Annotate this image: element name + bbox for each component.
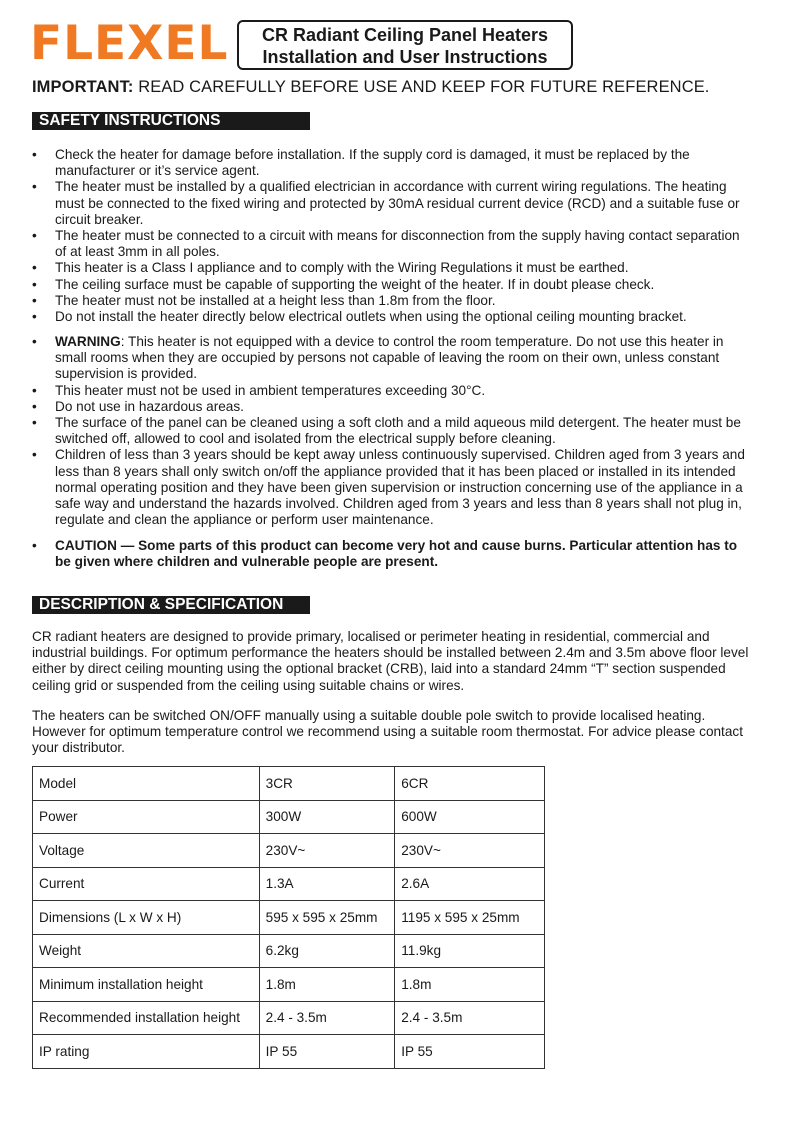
list-item: • Check the heater for damage before installation. If the supply cord is damaged, it must be replaced by the manufacturer or it’s service agent.: [32, 147, 752, 179]
table-cell: Power: [33, 800, 260, 834]
list-item: • This heater is a Class I appliance and to comply with the Wiring Regulations it must be earthed.: [32, 260, 752, 276]
table-row: [33, 968, 545, 1002]
table-cell: 6.2kg: [259, 934, 395, 968]
important-label: IMPORTANT:: [32, 78, 134, 96]
list-item: • This heater must not be used in ambient temperatures exceeding 30°C.: [32, 383, 752, 399]
table-cell: 300W: [259, 800, 395, 834]
warning-label: WARNING: [55, 334, 121, 349]
title-line-2: Installation and User Instructions: [262, 47, 548, 67]
list-item: • The ceiling surface must be capable of supporting the weight of the heater. If in doubt please check.: [32, 277, 752, 293]
table-cell: 11.9kg: [395, 934, 545, 968]
safety-list-1: [32, 147, 752, 325]
table-row: [33, 934, 545, 968]
table-cell: 1.8m: [259, 968, 395, 1002]
table-cell: Recommended installation height: [33, 1001, 260, 1035]
table-cell: Voltage: [33, 834, 260, 868]
table-cell: Dimensions (L x W x H): [33, 901, 260, 935]
table-cell: IP rating: [33, 1035, 260, 1069]
caution-list: [32, 538, 752, 570]
list-item: • Children of less than 3 years should be kept away unless continuously supervised. Children aged from 3 years and less than 8 years shall only switch on/off the appliance provided that it has been placed or installed in its intended normal operating position and they have been given supervision or instruction concerning use of the appliance in a safe way and understand the hazards involved. Children aged from 3 years and less than 8 years shall not plug in, regulate and clean the appliance or perform user maintenance.: [32, 447, 752, 528]
table-cell: 230V~: [259, 834, 395, 868]
list-item: • The heater must be installed by a qualified electrician in accordance with current wiring regulations. The heating must be connected to the fixed wiring and protected by 30mA residual current device (RCD) and a suitable fuse or circuit breaker.: [32, 179, 752, 228]
important-text: READ CAREFULLY BEFORE USE AND KEEP FOR FUTURE REFERENCE.: [133, 78, 710, 96]
description-paragraph-2: The heaters can be switched ON/OFF manually using a suitable double pole switch to provide localised heating. However for optimum temperature control we recommend using a suitable room thermostat. For advice please contact your distributor.: [32, 708, 743, 756]
table-cell: IP 55: [395, 1035, 545, 1069]
table-row: [33, 867, 545, 901]
list-item: • Do not use in hazardous areas.: [32, 399, 752, 415]
table-cell: 1.8m: [395, 968, 545, 1002]
table-cell: Minimum installation height: [33, 968, 260, 1002]
table-row: [33, 767, 545, 801]
title-line-1: CR Radiant Ceiling Panel Heaters: [261, 25, 549, 45]
description-heading: DESCRIPTION & SPECIFICATION: [32, 596, 310, 614]
table-cell: Current: [33, 867, 260, 901]
table-cell: 600W: [395, 800, 545, 834]
table-cell: 3CR: [259, 767, 395, 801]
table-cell: 230V~: [395, 834, 545, 868]
table-row: [33, 901, 545, 935]
caution-item: [32, 538, 752, 570]
list-item: • The heater must not be installed at a height less than 1.8m from the floor.: [32, 293, 752, 309]
warning-item: [32, 334, 752, 383]
warning-text: : This heater is not equipped with a device to control the room temperature. Do not use this heater in small rooms when they are occupied by persons not capable of leaving the room on their own, unless constant supervision is provided.: [55, 334, 724, 382]
table-row: [33, 1035, 545, 1069]
table-cell: Weight: [33, 934, 260, 968]
table-row: [33, 834, 545, 868]
table-cell: 6CR: [395, 767, 545, 801]
description-paragraph-1: CR radiant heaters are designed to provide primary, localised or perimeter heating in residential, commercial and industrial buildings. For optimum performance the heaters should be installed between 2.4m and 3.5m above floor level either by direct ceiling mounting using the optional bracket (CRB), laid into a standard 24mm “T” section suspended ceiling grid or suspended from the ceiling using suitable chains or wires.: [32, 629, 749, 693]
important-notice: [32, 78, 710, 97]
list-item: • The heater must be connected to a circuit with means for disconnection from the supply having contact separation of at least 3mm in all poles.: [32, 228, 752, 260]
caution-text: CAUTION — Some parts of this product can become very hot and cause burns. Particular attention has to be given where children and vulnerable people are present.: [55, 538, 738, 570]
table-cell: 1195 x 595 x 25mm: [395, 901, 545, 935]
list-item: • The surface of the panel can be cleaned using a soft cloth and a mild aqueous mild detergent. The heater must be switched off, allowed to cool and isolated from the electrical supply before cleaning.: [32, 415, 752, 447]
list-item: • Do not install the heater directly below electrical outlets when using the optional ceiling mounting bracket.: [32, 309, 752, 325]
table-cell: IP 55: [259, 1035, 395, 1069]
table-row: [33, 1001, 545, 1035]
table-cell: 2.4 - 3.5m: [395, 1001, 545, 1035]
safety-heading: SAFETY INSTRUCTIONS: [32, 112, 310, 130]
document-title: [237, 20, 573, 70]
specification-table: [32, 766, 545, 1069]
safety-list-2: [32, 334, 752, 528]
table-cell: 2.6A: [395, 867, 545, 901]
table-cell: Model: [33, 767, 260, 801]
brand-logo: FLEXEL: [30, 16, 229, 71]
table-cell: 595 x 595 x 25mm: [259, 901, 395, 935]
table-cell: 2.4 - 3.5m: [259, 1001, 395, 1035]
table-cell: 1.3A: [259, 867, 395, 901]
table-row: [33, 800, 545, 834]
